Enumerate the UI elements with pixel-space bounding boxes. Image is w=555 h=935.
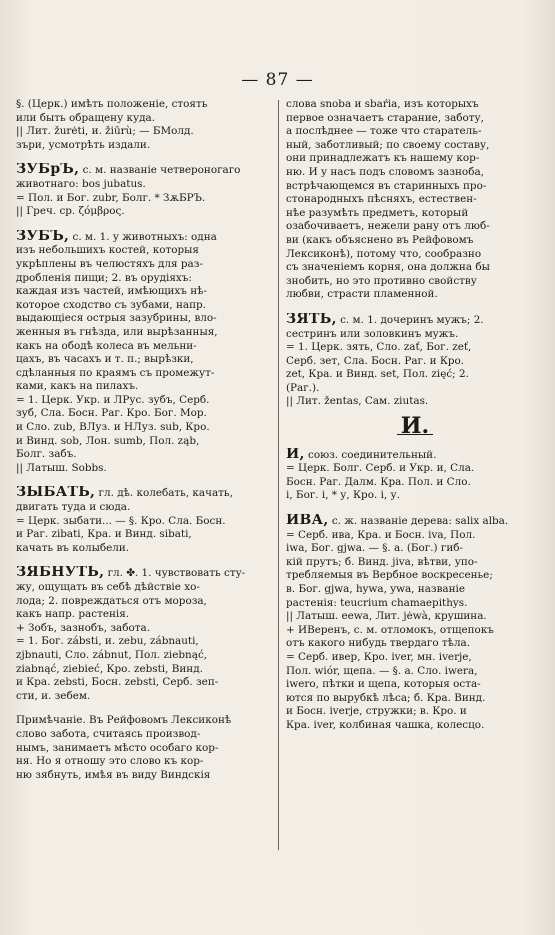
- entry-headword: ЗЯБНУТЬ,: [16, 566, 105, 581]
- text-line: || Латыш. eewa, Лит. jėwà, крушина.: [286, 610, 487, 623]
- text-line: каждая изъ частей, имѣющихъ нѣ-: [16, 285, 207, 298]
- text-line: iwero, пѣтки и щепа, которыя оста-: [286, 678, 481, 691]
- column-divider: [278, 100, 279, 850]
- note-line: ню зябнуть, имѣя въ виду Виндскія: [16, 768, 211, 781]
- text-line: ный, заботливый; по своему составу,: [286, 138, 490, 151]
- text-line: озабочиваетъ, нежели рану отъ люб-: [286, 220, 490, 233]
- text-line: выдающіеся острыя зазубрины, вло-: [16, 312, 217, 325]
- text-line: встрѣчающемся въ старинныхъ про-: [286, 179, 487, 192]
- dictionary-entry: [286, 514, 544, 733]
- text-line: с. м. 1. у животныхъ: одна: [72, 230, 217, 243]
- text-line: нѣе разумѣть предметъ, который: [286, 206, 469, 219]
- text-line: + Зобъ, зазнобъ, забота.: [16, 621, 151, 634]
- text-line: §. (Церк.) имѣть положеніе, стоять: [16, 98, 208, 110]
- text-line: дробленія пищи; 2. въ орудіяхъ:: [16, 271, 192, 284]
- text-line: цахъ, въ часахъ и т. п.; вырѣзки,: [16, 353, 194, 366]
- text-line: zjbnauti, Сло. zábnut, Пол. ziebnąć,: [16, 648, 208, 661]
- note-line: слово забота, считаясь производ-: [16, 727, 201, 740]
- text-line: Болг. забъ.: [16, 448, 77, 461]
- text-line: Кра. iver, колбиная чашка, колесцо.: [286, 718, 485, 731]
- text-line: и Винд. sob, Лон. sumb, Пол. ząb,: [16, 434, 200, 447]
- text-line: союз. соединительный.: [308, 448, 437, 461]
- text-line: = 1. Церк. зять, Сло. zať, Бог. zeť,: [286, 341, 472, 354]
- text-line: и Кра. zebsti, Босн. zebsti, Серб. зеп-: [16, 676, 219, 689]
- text-line: знобить, но это противно свойству: [286, 274, 477, 287]
- text-line: отъ какого нибудь твердаго тѣла.: [286, 637, 471, 650]
- left-column: [16, 98, 272, 793]
- dictionary-entry: [286, 313, 544, 409]
- text-line: изъ небольшихъ костей, которыя: [16, 244, 199, 257]
- text-line: || Лит. žurėti, и. žiūrù; — БМолд.: [16, 125, 194, 138]
- text-line: zet, Кра. и Винд. set, Пол. zięć; 2.: [286, 368, 469, 381]
- page-number: — 87 —: [241, 70, 314, 90]
- entry-headword: ЗЫБАТЬ,: [16, 486, 96, 501]
- dictionary-entry: [16, 163, 272, 218]
- text-line: требляемыя въ Вербное воскресенье;: [286, 569, 493, 582]
- text-line: гл. ✤. 1. чувствовать сту-: [107, 567, 246, 580]
- note-line: нымъ, занимаетъ мѣсто особаго кор-: [16, 741, 219, 754]
- dictionary-entry: [16, 486, 272, 555]
- text-line: двигать туда и сюда.: [16, 501, 131, 514]
- text-line: ками, какъ на пилахъ.: [16, 380, 139, 393]
- text-line: = Серб. ива, Кра. и Босн. iva, Пол.: [286, 528, 476, 541]
- text-line: ви (какъ объяснено въ Рейфовомъ: [286, 233, 474, 246]
- section-letter: И.: [397, 420, 433, 435]
- text-line: качать въ колыбели.: [16, 541, 130, 554]
- text-line: с. м. 1. дочеринъ мужъ; 2.: [340, 313, 484, 326]
- text-line: какъ на ободѣ колеса въ мельни-: [16, 339, 197, 352]
- text-line: i, Бог. i, * у, Кро. i, у.: [286, 489, 400, 502]
- text-line: = Церк. Болг. Серб. и Укр. и, Сла.: [286, 462, 475, 475]
- text-line: зуб, Сла. Босн. Раг. Кро. Бог. Мор.: [16, 407, 207, 420]
- text-line: ются по вырубкѣ лѣса; б. Кра. Винд.: [286, 691, 486, 704]
- continuation-text: [16, 98, 272, 152]
- entry-headword: И,: [286, 447, 305, 462]
- text-line: укрѣплены въ челюстяхъ для раз-: [16, 257, 203, 270]
- text-line: = Церк. зыбати... — §. Кро. Сла. Босн.: [16, 514, 226, 527]
- text-line: а послѣднее — тоже что старатель-: [286, 125, 482, 138]
- text-line: ziabnąć, ziebieć, Кро. zebsti, Винд.: [16, 662, 203, 675]
- section-heading: [286, 413, 544, 440]
- note-line: ня. Но я отношу это слово къ кор-: [16, 755, 204, 768]
- text-line: и Сло. zub, ВЛуз. и НЛуз. sub, Кро.: [16, 421, 210, 434]
- text-line: женныя въ гнѣзда, или вырѣзанныя,: [16, 325, 218, 338]
- text-line: съ значеніемъ корня, она должна бы: [286, 261, 490, 274]
- text-line: Серб. зет, Сла. Босн. Раг. и Кро.: [286, 354, 465, 367]
- text-line: = Пол. и Бог. zubr, Болг. * ЗѫБРЪ.: [16, 191, 206, 204]
- dictionary-entry: [286, 448, 544, 503]
- text-line: Лексиконѣ), потому что, сообразно: [286, 247, 482, 260]
- text-line: ню. И у насъ подъ словомъ зазноба,: [286, 165, 484, 178]
- text-line: и Босн. iverje, стружки; в. Кро. и: [286, 705, 467, 718]
- text-line: = 1. Церк. Укр. и ЛРус. зубъ, Серб.: [16, 393, 210, 406]
- continuation-text: [286, 98, 544, 302]
- note-line: Примѣчаніе. Въ Рейфовомъ Лексиконѣ: [16, 714, 232, 727]
- text-line: жу, ощущать въ себѣ дѣйствіе хо-: [16, 581, 200, 593]
- text-line: сдѣланныя по краямъ съ промежут-: [16, 366, 215, 379]
- text-line: и Раг. zibati, Кра. и Винд. sibati,: [16, 528, 192, 541]
- text-line: (Раг.).: [286, 381, 320, 394]
- text-line: || Греч. ср. ζόμβρος.: [16, 205, 125, 218]
- text-line: любви, страсти пламенной.: [286, 288, 438, 301]
- text-line: стонародныхъ пѣсняхъ, естествен-: [286, 193, 477, 206]
- text-line: гл. дѣ. колебать, качать,: [98, 487, 233, 500]
- text-line: они принадлежатъ къ нашему кор-: [286, 152, 480, 165]
- text-line: слова snoba и sbaŕia, изъ которыхъ: [286, 98, 479, 110]
- text-line: iwa, Бог. gjwa. — §. a. (Бог.) гиб-: [286, 542, 464, 555]
- text-line: кій прутъ; б. Винд. jiva, вѣтви, упо-: [286, 555, 478, 568]
- entry-headword: ИВА,: [286, 514, 329, 529]
- note-block: [16, 714, 272, 782]
- text-line: какъ напр. растенія.: [16, 608, 130, 621]
- text-line: животнаго: bos jubatus.: [16, 177, 146, 190]
- text-line: = 1. Бог. zábsti, и. zebu, zábnauti,: [16, 635, 199, 648]
- text-line: растенія: teucrium chamaepithys.: [286, 596, 468, 609]
- text-line: лода; 2. повреждаться отъ мороза,: [16, 594, 207, 607]
- text-line: с. м. названіе четвероногаго: [82, 164, 241, 177]
- text-line: с. ж. названіе дерева: salix alba.: [331, 515, 509, 528]
- dictionary-entry: [16, 566, 272, 703]
- text-line: Пол. wiór, щепа. — §. a. Сло. iwera,: [286, 664, 478, 677]
- entry-headword: ЗУБЪ,: [16, 229, 70, 244]
- right-column: [286, 98, 544, 744]
- text-line: сти, и. зебем.: [16, 689, 91, 702]
- entry-headword: ЗЯТЬ,: [286, 312, 337, 327]
- text-line: или быть обращену куда.: [16, 111, 156, 124]
- text-line: которое сходство съ зубами, напр.: [16, 298, 206, 311]
- text-line: в. Бог. gjwa, hywa, ywa, названіе: [286, 583, 466, 595]
- text-line: первое означаетъ старание, заботу,: [286, 111, 484, 124]
- entry-headword: ЗУБрЪ,: [16, 163, 80, 178]
- text-line: зъри, усмотрѣть издали.: [16, 138, 151, 151]
- dictionary-entry: [16, 230, 272, 476]
- text-line: Босн. Раг. Далм. Кра. Пол. и Сло.: [286, 475, 471, 488]
- text-line: || Латыш. Sobbs.: [16, 461, 107, 474]
- text-line: сестринъ или золовкинъ мужъ.: [286, 327, 459, 340]
- text-line: || Лит. žentas, Сам. ziutas.: [286, 395, 429, 408]
- text-line: + ИВеренъ, с. м. отломокъ, отщепокъ: [286, 623, 494, 636]
- text-line: = Серб. ивер, Кро. iver, мн. iverje,: [286, 650, 472, 663]
